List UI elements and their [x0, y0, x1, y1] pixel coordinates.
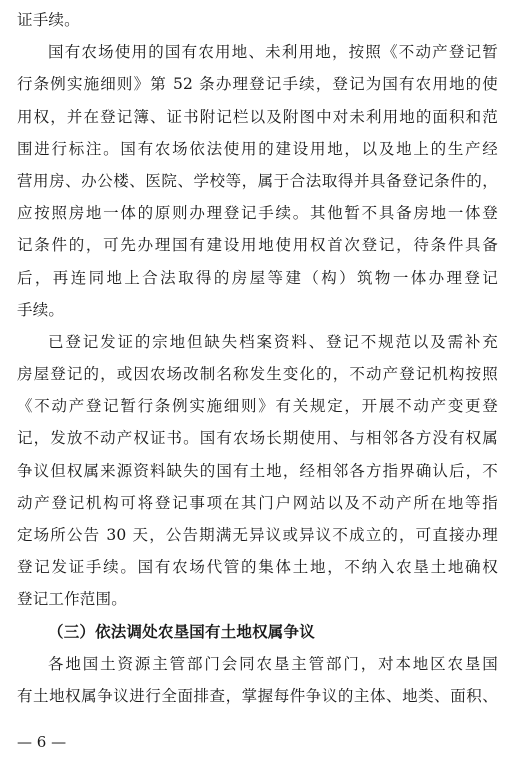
text-line: 记，发放不动产权证书。国有农场长期使用、与相邻各方没有权属 — [17, 429, 498, 448]
section-heading: （三）依法调处农垦国有土地权属争议 — [48, 622, 315, 641]
body-text — [17, 4, 498, 712]
text-line: 国有农场使用的国有农用地、未利用地，按照《不动产登记暂 — [48, 43, 498, 62]
text-line: 用权，并在登记簿、证书附记栏以及附图中对未利用地的面积和范 — [17, 107, 498, 126]
text-line: 动产登记机构可将登记事项在其门户网站以及不动产所在地等指 — [17, 493, 498, 512]
text-line: 争议但权属来源资料缺失的国有土地，经相邻各方指界确认后，不 — [17, 461, 498, 480]
text-line: 房屋登记的，或因农场改制名称发生变化的，不动产登记机构按照 — [17, 365, 498, 384]
text-line: 围进行标注。国有农场依法使用的建设用地，以及地上的生产经 — [17, 139, 498, 158]
text-line: 各地国土资源主管部门会同农垦主管部门，对本地区农垦国 — [48, 654, 498, 673]
text-line: 后，再连同地上合法取得的房屋等建（构）筑物一体办理登记 — [17, 268, 498, 287]
text-line: 登记工作范围。 — [17, 590, 127, 609]
text-line: 登记发证手续。国有农场代管的集体土地，不纳入农垦土地确权 — [17, 558, 498, 577]
text-line: 行条例实施细则》第 52 条办理登记手续，登记为国有农用地的使 — [17, 75, 498, 94]
text-line: 手续。 — [17, 300, 65, 319]
text-line: 定场所公告 30 天，公告期满无异议或异议不成立的，可直接办理 — [17, 526, 498, 544]
text-line: 应按照房地一体的原则办理登记手续。其他暂不具备房地一体登 — [17, 204, 498, 223]
text-line: 《不动产登记暂行条例实施细则》有关规定，开展不动产变更登 — [17, 397, 498, 416]
text-line: 已登记发证的宗地但缺失档案资料、登记不规范以及需补充 — [48, 332, 498, 351]
text-line: 有土地权属争议进行全面排查，掌握每件争议的主体、地类、面积、 — [17, 686, 498, 705]
text-line: 记条件的，可先办理国有建设用地使用权首次登记，待条件具备 — [17, 236, 498, 255]
text-line: 证手续。 — [17, 11, 80, 29]
page-number: — 6 — — [17, 733, 67, 751]
text-line: 营用房、办公楼、医院、学校等，属于合法取得并具备登记条件的， — [17, 171, 498, 190]
